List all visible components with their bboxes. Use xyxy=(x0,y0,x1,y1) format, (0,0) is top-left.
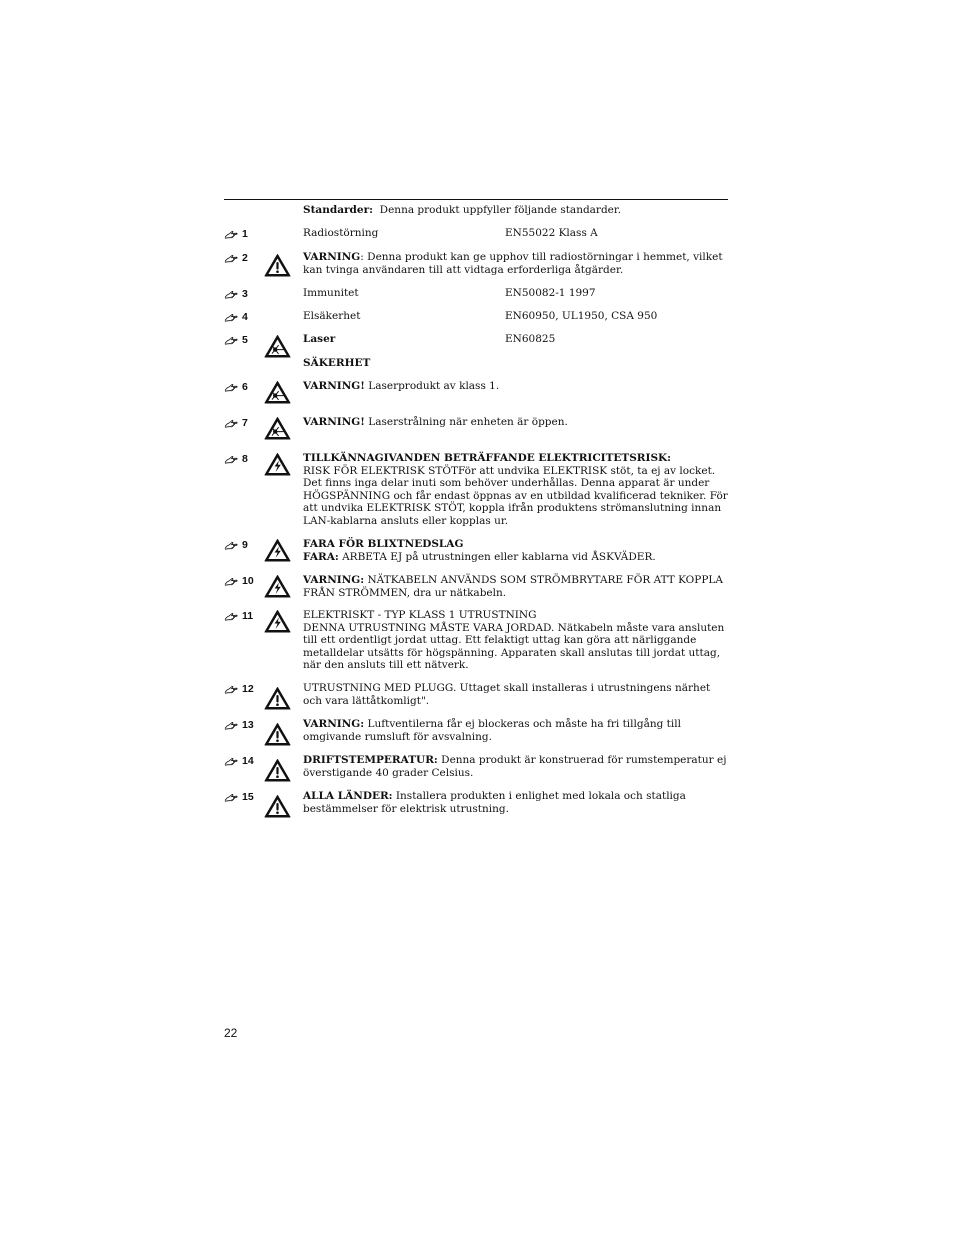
pointing-hand-icon xyxy=(224,720,238,730)
item-number: 15 xyxy=(224,790,254,804)
item-text: VARNING! Laserstrålning när enheten är öppen. xyxy=(303,416,568,428)
pointing-hand-icon xyxy=(224,312,238,322)
electric-shock-warning-icon xyxy=(264,538,291,562)
pointing-hand-icon xyxy=(224,684,238,694)
item-name: Elsäkerhet xyxy=(303,310,361,322)
item-number: 5 xyxy=(224,333,248,347)
item-number: 7 xyxy=(224,416,248,430)
pointing-hand-icon xyxy=(224,253,238,263)
pointing-hand-icon xyxy=(224,335,238,345)
item-number: 4 xyxy=(224,310,248,324)
item-text: ELEKTRISKT - TYP KLASS 1 UTRUSTNING DENNA UTRUSTNING MÅSTE VARA JORDAD. Nätkabeln måste vara ansluten till ett ordentligt jordat uttag. Ett felaktigt uttag kan göra att närliggande metalldelar utsätts för högspänning. Apparaten skall anslutas till jordat uttag, när den ansluts till ett nätverk. xyxy=(303,609,725,672)
item-text: DRIFTSTEMPERATUR: Denna produkt är konstruerad för rumstemperatur ej överstigande 40 grader Celsius. xyxy=(303,754,727,779)
item-text: ALLA LÄNDER: Installera produkten i enlighet med lokala och statliga bestämmelser för elektrisk utrustning. xyxy=(303,790,686,815)
item-text: VARNING: NÄTKABELN ANVÄNDS SOM STRÖMBRYTARE FÖR ATT KOPPLA FRÅN STRÖMMEN, dra ur nätkabeln. xyxy=(303,574,723,599)
laser-warning-icon xyxy=(264,416,291,440)
electric-shock-warning-icon xyxy=(264,609,291,633)
pointing-hand-icon xyxy=(224,792,238,802)
item-number: 1 xyxy=(224,227,248,241)
warning-exclamation-icon xyxy=(264,794,291,818)
warning-exclamation-icon xyxy=(264,758,291,782)
pointing-hand-icon xyxy=(224,289,238,299)
pointing-hand-icon xyxy=(224,576,238,586)
item-value: EN60950, UL1950, CSA 950 xyxy=(505,310,658,322)
item-text: TILLKÄNNAGIVANDEN BETRÄFFANDE ELEKTRICITETSRISK: RISK FÖR ELEKTRISK STÖTFör att undvika ELEKTRISK stöt, ta ej av locket. Det finns inga delar inuti som behöver underhållas. Denna apparat är under HÖGSPÄNNING och får endast öppnas av en utbildad kvalificerad tekniker. För att undvika ELEKTRISK STÖT, koppla ifrån produktens strömanslutning innan LAN-kablarna ansluts eller kopplas ur. xyxy=(303,452,728,527)
warning-exclamation-icon xyxy=(264,253,291,277)
item-number: 12 xyxy=(224,682,254,696)
laser-warning-icon xyxy=(264,334,291,358)
item-number: 14 xyxy=(224,754,254,768)
pointing-hand-icon xyxy=(224,756,238,766)
item-value: EN50082-1 1997 xyxy=(505,287,596,299)
pointing-hand-icon xyxy=(224,418,238,428)
pointing-hand-icon xyxy=(224,454,238,464)
pointing-hand-icon xyxy=(224,611,238,621)
pointing-hand-icon xyxy=(224,382,238,392)
item-number: 3 xyxy=(224,287,248,301)
standards-label: Standarder: xyxy=(303,204,373,216)
item-number: 9 xyxy=(224,538,248,552)
item-number: 10 xyxy=(224,574,254,588)
laser-warning-icon xyxy=(264,380,291,404)
item-number: 13 xyxy=(224,718,254,732)
item-text: VARNING: Luftventilerna får ej blockeras och måste ha fri tillgång till omgivande rumsluft för avsvalning. xyxy=(303,718,681,743)
item-text: FARA FÖR BLIXTNEDSLAG FARA: ARBETA EJ på utrustningen eller kablarna vid ÅSKVÄDER. xyxy=(303,538,656,563)
standards-heading xyxy=(303,203,621,217)
item-number: 8 xyxy=(224,452,248,466)
item-value: EN55022 Klass A xyxy=(505,227,598,239)
item-value: EN60825 xyxy=(505,333,556,345)
item-text: UTRUSTNING MED PLUGG. Uttaget skall installeras i utrustningens närhet och vara lättåtkomligt". xyxy=(303,682,711,707)
item-text: VARNING: Denna produkt kan ge upphov till radiostörningar i hemmet, vilket kan tvinga användaren till att vidtaga erforderliga åtgärder. xyxy=(303,251,723,276)
warning-exclamation-icon xyxy=(264,686,291,710)
warning-exclamation-icon xyxy=(264,722,291,746)
standards-text: Denna produkt uppfyller följande standarder. xyxy=(379,204,622,216)
electric-shock-warning-icon xyxy=(264,574,291,598)
header-rule xyxy=(224,199,728,200)
item-text: VARNING! Laserprodukt av klass 1. xyxy=(303,380,500,392)
page-number: 22 xyxy=(224,1026,238,1040)
pointing-hand-icon xyxy=(224,540,238,550)
item-number: 6 xyxy=(224,380,248,394)
item-name: Immunitet xyxy=(303,287,359,299)
item-name: Laser xyxy=(303,333,336,345)
pointing-hand-icon xyxy=(224,229,238,239)
electric-shock-warning-icon xyxy=(264,452,291,476)
item-number: 2 xyxy=(224,251,248,265)
item-number: 11 xyxy=(224,609,253,623)
section-title: SÄKERHET xyxy=(303,357,371,369)
item-name: Radiostörning xyxy=(303,227,379,239)
